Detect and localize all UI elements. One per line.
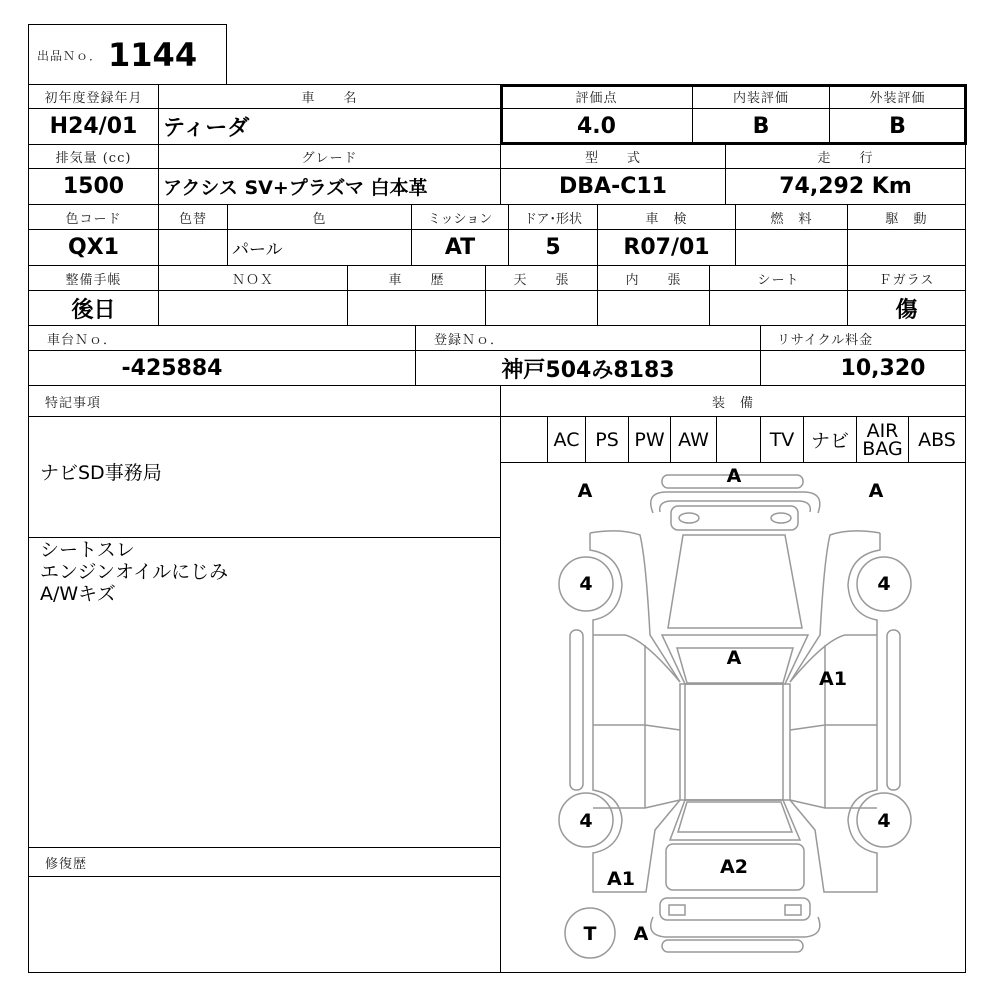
seat-value <box>709 290 848 326</box>
displacement-label: 排気量 (cc) <box>28 144 159 169</box>
drive-value <box>847 229 966 266</box>
windshield-value: 傷 <box>847 290 966 326</box>
interior-grade-label: 内装評価 <box>692 84 830 109</box>
recycle-fee-value: 10,320 <box>760 350 966 386</box>
mileage-value: 74,292 Km <box>725 168 966 205</box>
remarks-top-text: ナビSD事務局 <box>40 462 162 484</box>
headliner-label: 天 張 <box>485 265 598 291</box>
grade-label: グレード <box>158 144 501 169</box>
color-code-value: QX1 <box>28 229 159 266</box>
color-change-value <box>158 229 228 266</box>
mark-roof: A <box>726 647 742 669</box>
equipment-tv: TV <box>760 416 804 463</box>
car-name-label: 車 名 <box>158 84 501 109</box>
mark-spare: T <box>583 923 597 945</box>
service-record-value: 後日 <box>28 290 159 326</box>
mark-front-left: A <box>577 480 593 502</box>
drive-label: 駆 動 <box>847 204 966 230</box>
color-code-label: 色コード <box>28 204 159 230</box>
headlight-left <box>679 513 699 523</box>
service-record-label: 整備手帳 <box>28 265 159 291</box>
equipment-aw: AW <box>670 416 717 463</box>
left-rocker <box>570 630 583 790</box>
mark-front-bumper: A <box>726 465 742 487</box>
transmission-label: ミッション <box>411 204 509 230</box>
right-body <box>790 531 880 892</box>
interior-trim-value <box>597 290 710 326</box>
equipment-abs: ABS <box>908 416 966 463</box>
color-label: 色 <box>227 204 412 230</box>
equipment-blank-2 <box>716 416 761 463</box>
taillight-right <box>785 905 801 915</box>
first-registration-value: H24/01 <box>28 108 159 145</box>
seat-label: シート <box>709 265 848 291</box>
rear-window-outer <box>670 800 800 840</box>
chassis-no-value: -425884 <box>28 350 416 386</box>
fuel-value <box>735 229 848 266</box>
model-code-label: 型 式 <box>500 144 726 169</box>
grille <box>671 506 798 530</box>
nox-label: ＮＯＸ <box>158 265 348 291</box>
taillight-left <box>669 905 685 915</box>
transmission-value: AT <box>411 229 509 266</box>
equipment-ac: AC <box>547 416 586 463</box>
rear-bumper-bar <box>662 940 803 952</box>
equipment-airbag: AIR BAG <box>856 416 909 463</box>
mileage-label: 走 行 <box>725 144 966 169</box>
score-frame <box>500 84 967 145</box>
headliner-value <box>485 290 598 326</box>
mark-front-right: A <box>868 480 884 502</box>
interior-grade-value: B <box>692 108 830 145</box>
hood <box>668 535 802 628</box>
exterior-grade-label: 外装評価 <box>829 84 966 109</box>
rear-window-inner <box>678 802 792 832</box>
roof-outer <box>680 684 790 800</box>
color-change-label: 色替 <box>158 204 228 230</box>
remarks-label: 特記事項 <box>28 385 501 417</box>
history-label: 車 歴 <box>347 265 486 291</box>
lot-label: 出品Ｎｏ． <box>37 48 103 63</box>
equipment-label: 装 備 <box>500 385 966 417</box>
exterior-grade-value: B <box>829 108 966 145</box>
inspection-value: R07/01 <box>597 229 736 266</box>
mark-wheel-rr: 4 <box>877 810 891 832</box>
lot-number-box <box>28 24 227 85</box>
first-registration-label: 初年度登録年月 <box>28 84 159 109</box>
recycle-fee-label: リサイクル料金 <box>760 325 966 351</box>
mark-right-door: A1 <box>819 668 847 690</box>
repair-history-label: 修復歴 <box>28 847 501 877</box>
registration-no-value: 神戸504み8183 <box>415 350 761 386</box>
grade-value: アクシス SV+プラズマ 白本革 <box>158 168 501 205</box>
mark-rear-bumper: A <box>633 923 649 945</box>
car-diagram <box>540 460 940 970</box>
fuel-label: 燃 料 <box>735 204 848 230</box>
left-body <box>590 531 680 892</box>
nox-value <box>158 290 348 326</box>
equipment-ps: PS <box>585 416 629 463</box>
mark-trunk: A2 <box>720 856 748 878</box>
history-value <box>347 290 486 326</box>
displacement-value: 1500 <box>28 168 159 205</box>
mark-wheel-fl: 4 <box>579 573 593 595</box>
score-label: 評価点 <box>500 84 693 109</box>
windshield-label: Ｆガラス <box>847 265 966 291</box>
equipment-navi: ナビ <box>803 416 857 463</box>
repair-history-value <box>28 876 501 973</box>
mark-wheel-fr: 4 <box>877 573 891 595</box>
interior-trim-label: 内 張 <box>597 265 710 291</box>
front-bumper <box>651 492 820 513</box>
doors-label: ドア･形状 <box>508 204 598 230</box>
model-code-value: DBA-C11 <box>500 168 726 205</box>
mark-wheel-rl: 4 <box>579 810 593 832</box>
mark-rear-left: A1 <box>607 868 635 890</box>
equipment-blank <box>500 416 548 463</box>
roof-inner <box>685 684 783 800</box>
car-name-value: ティーダ <box>158 108 501 145</box>
chassis-no-label: 車台Ｎｏ． <box>28 325 416 351</box>
color-value: パール <box>227 229 412 266</box>
registration-no-label: 登録Ｎｏ． <box>415 325 761 351</box>
inspection-label: 車 検 <box>597 204 736 230</box>
lot-number: 1144 <box>108 36 198 74</box>
right-rocker <box>887 630 900 790</box>
remarks-body-text: シートスレ エンジンオイルにじみ A/Wキズ <box>40 539 229 605</box>
equipment-pw: PW <box>628 416 671 463</box>
rear-panel <box>660 898 810 920</box>
score-value: 4.0 <box>500 108 693 145</box>
doors-value: 5 <box>508 229 598 266</box>
headlight-right <box>771 513 791 523</box>
